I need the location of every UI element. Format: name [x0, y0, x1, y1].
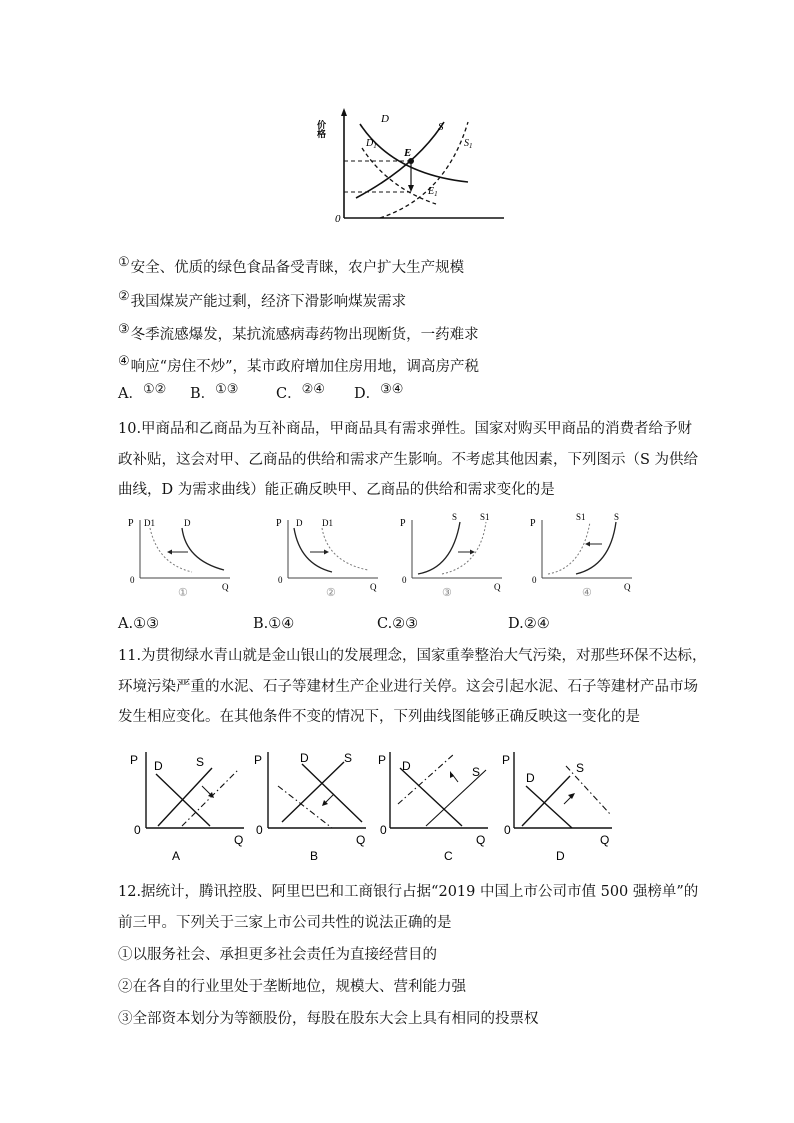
q9-option-d[interactable]: D．③④ [354, 382, 404, 402]
q9-item-3: ③冬季流感爆发，某抗流感病毒药物出现断货，一药难求 [118, 322, 479, 343]
graph-number-label: ④ [582, 587, 592, 599]
q9-option-c[interactable]: C．②④ [276, 382, 325, 402]
graph-letter-label: A [172, 849, 181, 863]
origin-label: 0 [504, 823, 511, 837]
axis-q-label: Q [370, 582, 377, 592]
q9-option-b[interactable]: B．①③ [190, 382, 239, 402]
origin-label: 0 [278, 575, 283, 585]
q11-graph-b [252, 746, 372, 864]
axis-p-label: P [502, 753, 511, 767]
axis-q-label: Q [356, 833, 366, 847]
origin-label: 0 [130, 575, 135, 585]
axis-q-label: Q [222, 582, 229, 592]
curve-d-label: D [154, 759, 163, 773]
axis-p-label: P [254, 753, 263, 767]
q12-statement-2: ②在各自的行业里处于垄断地位，规模大、营利能力强 [118, 979, 466, 995]
q12-line-1: 12.据统计，腾讯控股、阿里巴巴和工商银行占据“2019 中国上市公司市值 500 强榜单”的 [118, 884, 699, 900]
q10-option-a[interactable]: A.①③ [118, 616, 160, 632]
axis-q-label: Q [234, 833, 244, 847]
curve-s1-label: $S_1$ [464, 138, 473, 150]
q10-option-b[interactable]: B.①④ [253, 616, 295, 632]
curve-d1-label: $D_1$ [366, 138, 377, 150]
y-axis-label: 价格 [316, 120, 326, 138]
axis-p-label: P [276, 518, 282, 529]
q11-line-3: 发生相应变化。在其他条件不变的情况下，下列曲线图能够正确反映这一变化的是 [118, 709, 640, 725]
supply-demand-figure [318, 106, 508, 224]
q12-statement-1: ①以服务社会、承担更多社会责任为直接经营目的 [118, 947, 437, 963]
origin-label: 0 [335, 213, 341, 225]
q10-graph-4 [528, 508, 648, 604]
q10-line-2: 政补贴，这会对甲、乙商品的供给和需求产生影响。不考虑其他因素，下列图示（S 为供给 [118, 452, 699, 468]
dotted-curve-label: S1 [480, 512, 490, 522]
graph-number-label: ③ [442, 587, 452, 599]
q11-line-2: 环境污染严重的水泥、石子等建材生产企业进行关停。这会引起水泥、石子等建材产品市场 [118, 679, 698, 695]
graph-letter-label: C [444, 849, 453, 863]
graph-letter-label: D [556, 849, 565, 863]
point-e-label: E [404, 147, 412, 159]
q11-graph-c [376, 746, 496, 864]
q10-graph-3 [398, 508, 518, 604]
axis-p-label: P [400, 518, 406, 529]
axis-p-label: P [530, 518, 536, 529]
curve-s-label: S [196, 755, 205, 769]
origin-label: 0 [380, 823, 387, 837]
solid-curve-label: S [452, 512, 458, 522]
axis-p-label: P [378, 753, 387, 767]
curve-s-label: S [438, 121, 444, 133]
origin-label: 0 [402, 575, 407, 585]
q9-item-1: ①安全、优质的绿色食品备受青睐，农户扩大生产规模 [118, 255, 465, 276]
curve-s-label: S [344, 751, 353, 765]
q9-item-2: ②我国煤炭产能过剩，经济下滑影响煤炭需求 [118, 289, 407, 310]
axis-q-label: Q [600, 833, 610, 847]
solid-curve-label: D [296, 518, 303, 528]
curve-s-label: S [576, 761, 585, 775]
axis-p-label: P [128, 518, 134, 529]
graph-number-label: ② [326, 587, 336, 599]
q12-statement-3: ③全部资本划分为等额股份，每股在股东大会上具有相同的投票权 [118, 1011, 539, 1027]
q11-line-1: 11.为贯彻绿水青山就是金山银山的发展理念，国家重拳整治大气污染，对那些环保不达标， [118, 648, 707, 664]
dotted-curve-label: S1 [576, 512, 586, 522]
q11-graph-a [124, 746, 254, 864]
origin-label: 0 [256, 823, 263, 837]
axis-q-label: Q [624, 582, 631, 592]
q10-option-d[interactable]: D.②④ [508, 616, 550, 632]
q10-line-3: 曲线，D 为需求曲线）能正确反映甲、乙商品的供给和需求变化的是 [118, 482, 555, 498]
curve-s-label: S [472, 765, 481, 779]
curve-d-label: D [381, 113, 389, 125]
q10-option-c[interactable]: C.②③ [377, 616, 419, 632]
q10-graph-1 [120, 508, 240, 604]
q10-line-1: 10.甲商品和乙商品为互补商品，甲商品具有需求弹性。国家对购买甲商品的消费者给予财 [118, 421, 693, 437]
curve-d-label: D [300, 751, 309, 765]
origin-label: 0 [134, 823, 141, 837]
axis-q-label: Q [476, 833, 486, 847]
dotted-curve-label: D1 [144, 518, 155, 528]
q9-item-4: ④响应“房住不炒”，某市政府增加住房用地，调高房产税 [118, 354, 479, 375]
q11-graph-d [500, 746, 620, 864]
q9-option-a[interactable]: A．①② [118, 382, 167, 402]
solid-curve-label: D [184, 518, 191, 528]
dotted-curve-label: D1 [322, 518, 333, 528]
graph-letter-label: B [310, 849, 319, 863]
graph-number-label: ① [178, 587, 188, 599]
origin-label: 0 [532, 575, 537, 585]
point-e1-label: $E_1$ [428, 186, 438, 198]
curve-d-label: D [526, 771, 535, 785]
q12-line-2: 前三甲。下列关于三家上市公司共性的说法正确的是 [118, 915, 452, 931]
solid-curve-label: S [614, 512, 620, 522]
curve-d-label: D [402, 759, 411, 773]
axis-q-label: Q [494, 582, 501, 592]
q10-graph-2 [270, 508, 390, 604]
axis-p-label: P [130, 753, 139, 767]
